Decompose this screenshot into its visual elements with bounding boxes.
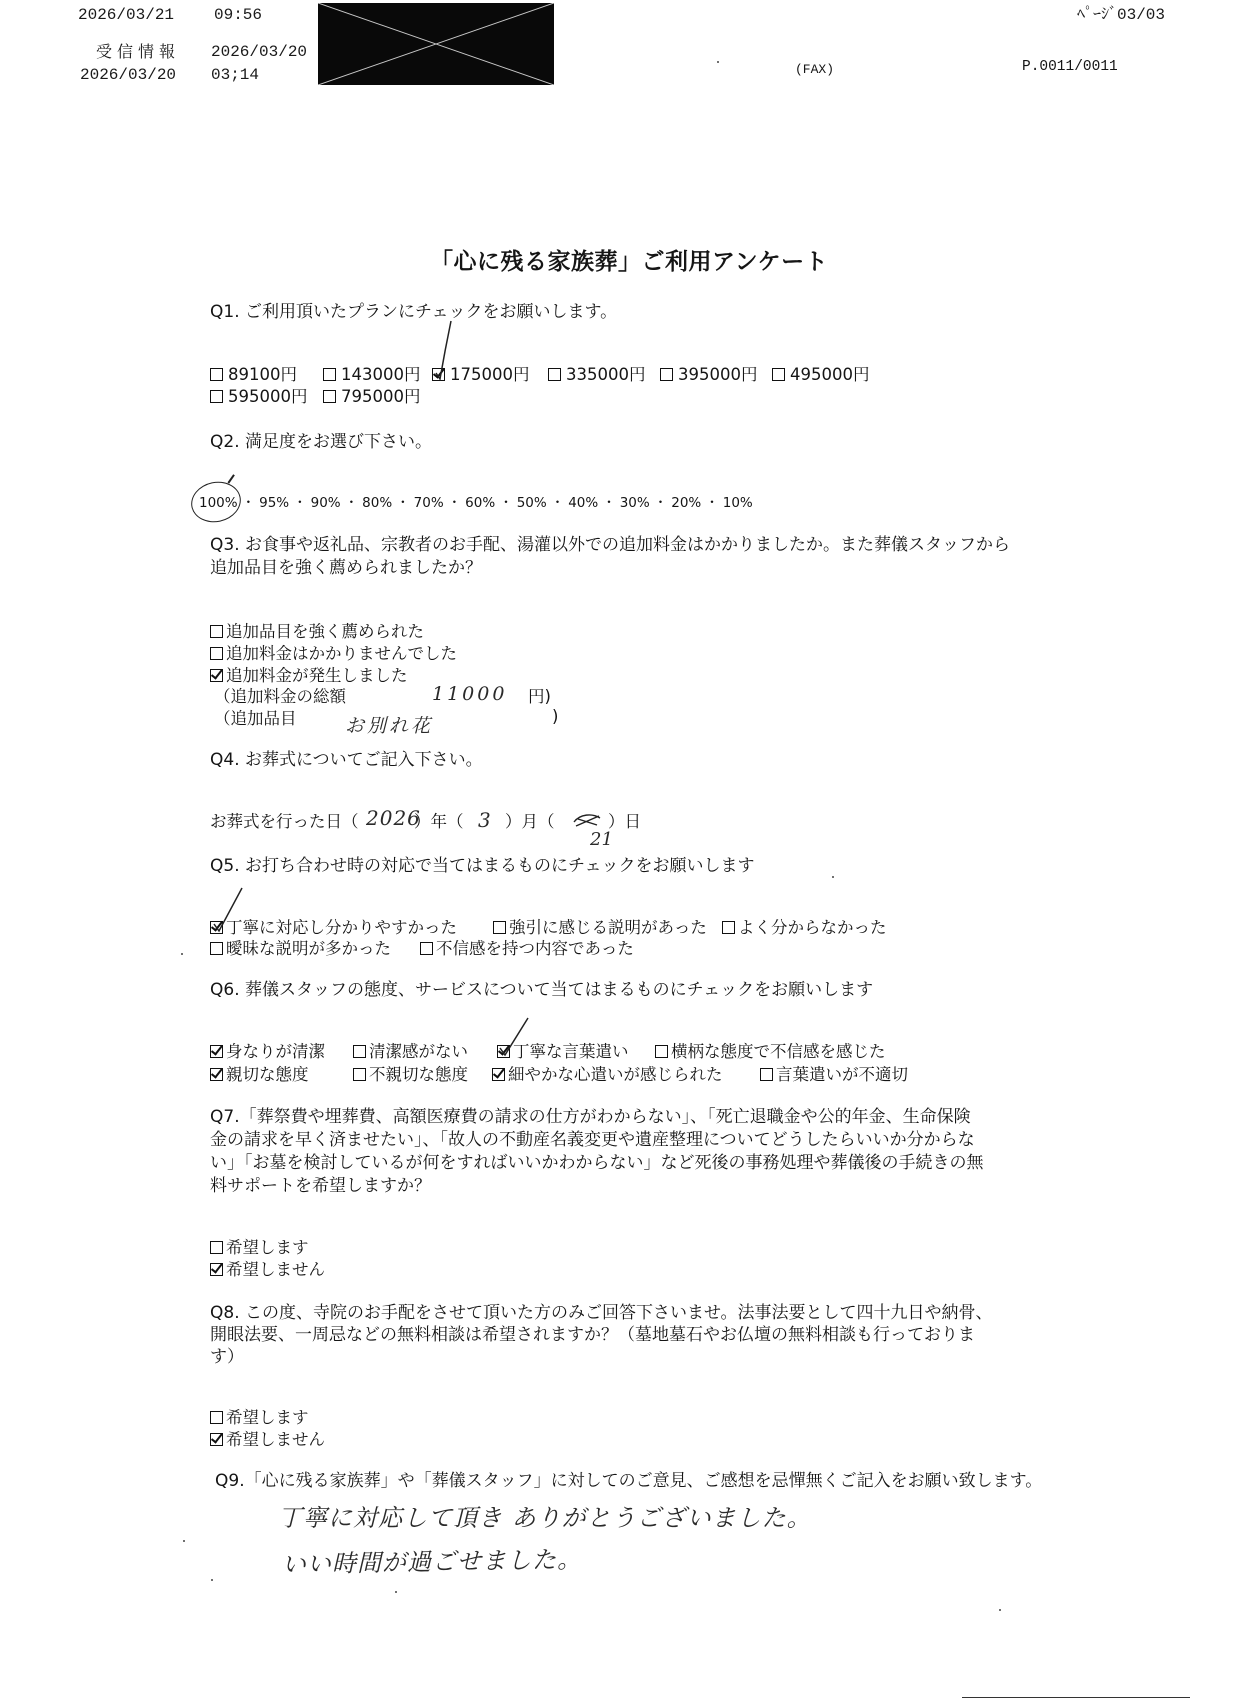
feedback-answer-line: 丁寧に対応して頂き ありがとうございました。	[278, 1504, 812, 1532]
support-request-checkbox[interactable]	[210, 1263, 223, 1276]
rating-separator: ・	[499, 495, 513, 511]
staff-attitude-checkbox[interactable]	[497, 1045, 510, 1058]
q7-label-line: 料サポートを希望しますか？	[210, 1176, 431, 1196]
staff-attitude-option-label: 清潔感がない	[369, 1042, 468, 1061]
staff-attitude-option	[760, 1064, 908, 1086]
scan-noise-dot	[395, 1591, 397, 1593]
q5-label: Q5. お打ち合わせ時の対応で当てはまるものにチェックをお願いします	[210, 856, 755, 876]
staff-attitude-option-label: 横柄な態度で不信感を感じた	[671, 1042, 886, 1061]
additional-fee-checkbox[interactable]	[210, 669, 223, 682]
plan-option	[772, 364, 870, 386]
additional-fee-total-value: 11000	[432, 683, 508, 705]
staff-attitude-option	[492, 1064, 723, 1086]
rating-separator: ・	[602, 495, 616, 511]
meeting-response-option-label: 曖昧な説明が多かった	[226, 939, 391, 958]
rating-separator: ・	[653, 495, 668, 511]
plan-option	[323, 386, 421, 408]
meeting-response-checkbox[interactable]	[210, 921, 223, 934]
plan-checkbox[interactable]	[772, 368, 785, 381]
q8-label-line: 開眼法要、一周忌などの無料相談は希望されますか？（墓地墓石やお仏壇の無料相談も行っておりま	[210, 1325, 975, 1345]
staff-attitude-option-label: 不親切な態度	[369, 1065, 468, 1084]
plan-option	[660, 364, 758, 386]
crossed-out-scribble	[574, 815, 600, 826]
plan-option	[210, 364, 297, 386]
q7-label-line: 金の請求を早く済ませたい」、「故人の不動産名義変更や遺産整理についてどうしたらいいか分からな	[210, 1130, 975, 1150]
staff-attitude-option-label: 細やかな心遣いが感じられた	[508, 1065, 723, 1084]
staff-attitude-option	[210, 1064, 309, 1086]
satisfaction-option[interactable]: 100%	[199, 492, 238, 514]
meeting-response-option	[420, 938, 634, 960]
scan-noise-dot	[832, 876, 834, 878]
scan-noise-dot	[999, 1609, 1001, 1611]
rating-separator: ・	[550, 495, 565, 511]
additional-fee-total-suffix: 円)	[528, 687, 551, 706]
temple-consult-checkbox[interactable]	[210, 1411, 223, 1424]
additional-fee-checkbox[interactable]	[210, 647, 223, 660]
rating-separator: ・	[241, 495, 256, 511]
sent-date: 2026/03/21	[78, 6, 175, 24]
plan-checkbox[interactable]	[210, 390, 223, 403]
plan-option-label: 495000円	[790, 365, 870, 384]
temple-consult-option	[210, 1407, 309, 1429]
additional-items-label: （追加品目	[214, 709, 297, 728]
funeral-day-value: 21	[590, 829, 613, 850]
staff-attitude-checkbox[interactable]	[353, 1045, 366, 1058]
plan-option-label: 795000円	[341, 387, 421, 406]
meeting-response-checkbox[interactable]	[722, 921, 735, 934]
funeral-year-suffix: ）年（	[414, 812, 464, 831]
satisfaction-option[interactable]: 60%	[465, 495, 496, 511]
funeral-date-prefix: お葬式を行った日（	[210, 812, 359, 831]
meeting-response-option-label: 不信感を持つ内容であった	[436, 939, 634, 958]
additional-items-suffix: )	[552, 707, 559, 726]
meeting-response-option	[210, 938, 391, 960]
satisfaction-option[interactable]: 20%	[671, 495, 702, 511]
staff-attitude-option	[353, 1041, 468, 1063]
satisfaction-option[interactable]: 30%	[619, 495, 650, 511]
satisfaction-option[interactable]: 10%	[722, 495, 753, 511]
temple-consult-option-label: 希望します	[226, 1408, 309, 1427]
rating-separator: ・	[344, 495, 359, 511]
additional-fee-option-label: 追加品目を強く薦められた	[226, 622, 424, 641]
plan-checkbox[interactable]	[548, 368, 561, 381]
meeting-response-checkbox[interactable]	[493, 921, 506, 934]
rating-separator: ・	[396, 495, 410, 511]
scan-noise-dot	[183, 1540, 185, 1542]
plan-option	[548, 364, 646, 386]
additional-items-value: お別れ花	[345, 715, 434, 737]
received-info-label: 受信情報	[96, 42, 181, 61]
satisfaction-option[interactable]: 50%	[516, 495, 547, 511]
plan-option	[210, 386, 308, 408]
meeting-response-checkbox[interactable]	[420, 942, 433, 955]
staff-attitude-option-label: 身なりが清潔	[226, 1042, 325, 1061]
additional-fee-option	[210, 643, 457, 665]
support-request-option	[210, 1259, 325, 1281]
additional-fee-total-label: （追加料金の総額	[214, 687, 346, 706]
received-time: 03;14	[211, 66, 260, 84]
additional-fee-checkbox[interactable]	[210, 625, 223, 638]
q1-label: Q1. ご利用頂いたプランにチェックをお願いします。	[210, 302, 618, 322]
rating-separator: ・	[293, 495, 307, 511]
support-request-checkbox[interactable]	[210, 1241, 223, 1254]
additional-fee-option-label: 追加料金が発生しました	[226, 666, 408, 685]
feedback-answer-line: いい時間が過ごせました。	[281, 1545, 583, 1579]
support-request-option-label: 希望しません	[226, 1260, 325, 1279]
plan-checkbox[interactable]	[323, 368, 336, 381]
satisfaction-option[interactable]: 70%	[413, 495, 444, 511]
meeting-response-option-label: 強引に感じる説明があった	[509, 918, 707, 937]
staff-attitude-checkbox[interactable]	[210, 1045, 223, 1058]
funeral-day-suffix: ）日	[608, 812, 641, 831]
staff-attitude-option-label: 言葉遣いが不適切	[776, 1065, 908, 1084]
plan-option-label: 395000円	[678, 365, 758, 384]
plan-option-label: 335000円	[566, 365, 646, 384]
sent-time: 09:56	[214, 6, 263, 24]
page-indicator: ﾍﾟｰｼﾞ03/03	[1076, 6, 1165, 24]
support-request-option-label: 希望します	[226, 1238, 309, 1257]
q8-label-line: す）	[210, 1347, 244, 1367]
q7-label-line: い」「お墓を検討しているが何をすればいいかわからない」など死後の事務処理や葬儀後の手続きの無	[210, 1153, 984, 1173]
q8-label-line: Q8. この度、寺院のお手配をさせて頂いた方のみご回答下さいませ。法事法要として四十九日や納骨、	[210, 1303, 993, 1323]
staff-attitude-option	[353, 1064, 468, 1086]
additional-fee-option-label: 追加料金はかかりませんでした	[226, 644, 457, 663]
plan-checkbox[interactable]	[660, 368, 673, 381]
staff-attitude-option-label: 丁寧な言葉遣い	[513, 1042, 629, 1061]
staff-attitude-option	[497, 1041, 629, 1063]
satisfaction-option[interactable]: 95%	[259, 495, 290, 511]
plan-checkbox[interactable]	[210, 368, 223, 381]
staff-attitude-option	[655, 1041, 886, 1063]
q9-label: Q9.「心に残る家族葬」や「葬儀スタッフ」に対してのご意見、ご感想を忌憚無くご記入をお願い致します。	[215, 1471, 1043, 1491]
q3-label-line: Q3. お食事や返礼品、宗教者のお手配、湯灌以外での追加料金はかかりましたか。また葬儀スタッフから	[210, 535, 1011, 555]
meeting-response-checkbox[interactable]	[210, 942, 223, 955]
funeral-month-value: 3	[478, 808, 491, 832]
funeral-year-value: 2026	[366, 806, 421, 830]
plan-option-label: 175000円	[450, 365, 530, 384]
temple-consult-checkbox[interactable]	[210, 1433, 223, 1446]
plan-checkbox[interactable]	[432, 368, 445, 381]
bottom-rule	[962, 1697, 1190, 1698]
satisfaction-option[interactable]: 90%	[310, 495, 341, 511]
plan-option-label: 143000円	[341, 365, 421, 384]
additional-fee-option	[210, 621, 424, 643]
scan-noise-dot	[181, 953, 183, 955]
plan-option	[432, 364, 530, 386]
additional-fee-option	[210, 665, 408, 687]
staff-attitude-option-label: 親切な態度	[226, 1065, 309, 1084]
staff-attitude-checkbox[interactable]	[655, 1045, 668, 1058]
temple-consult-option	[210, 1429, 325, 1451]
received-date-left: 2026/03/20	[80, 66, 177, 84]
funeral-month-suffix: ）月（	[505, 812, 555, 831]
plan-option-label: 89100円	[228, 365, 297, 384]
staff-attitude-checkbox[interactable]	[353, 1068, 366, 1081]
satisfaction-option[interactable]: 80%	[362, 495, 393, 511]
q4-label: Q4. お葬式についてご記入下さい。	[210, 750, 483, 770]
meeting-response-option-label: 丁寧に対応し分かりやすかった	[226, 918, 457, 937]
scan-noise-dot	[211, 1579, 213, 1581]
q7-label-line: Q7.「葬祭費や埋葬費、高額医療費の請求の仕方がわからない」、「死亡退職金や公的年金、生命保険	[210, 1107, 971, 1127]
q3-label-line: 追加品目を強く薦められましたか？	[210, 558, 482, 578]
plan-option-label: 595000円	[228, 387, 308, 406]
support-request-option	[210, 1237, 309, 1259]
redaction-cross-icon	[318, 3, 554, 85]
scan-noise-dot	[717, 61, 719, 63]
redaction-box	[318, 3, 554, 85]
fax-label: (FAX)	[795, 62, 835, 77]
q6-label: Q6. 葬儀スタッフの態度、サービスについて当てはまるものにチェックをお願いします	[210, 980, 874, 1000]
staff-attitude-checkbox[interactable]	[210, 1068, 223, 1081]
plan-checkbox[interactable]	[323, 390, 336, 403]
received-date: 2026/03/20	[211, 43, 308, 61]
temple-consult-option-label: 希望しません	[226, 1430, 325, 1449]
satisfaction-scale	[199, 492, 753, 514]
q2-label: Q2. 満足度をお選び下さい。	[210, 432, 433, 452]
staff-attitude-checkbox[interactable]	[760, 1068, 773, 1081]
rating-separator: ・	[447, 495, 462, 511]
meeting-response-option	[722, 917, 887, 939]
rating-separator: ・	[705, 495, 719, 511]
survey-title: 「心に残る家族葬」ご利用アンケート	[430, 249, 829, 275]
satisfaction-option[interactable]: 40%	[568, 495, 599, 511]
meeting-response-option	[210, 917, 457, 939]
plan-option	[323, 364, 421, 386]
staff-attitude-checkbox[interactable]	[492, 1068, 505, 1081]
page-number: P.0011/0011	[1022, 59, 1118, 75]
meeting-response-option-label: よく分からなかった	[738, 918, 887, 937]
staff-attitude-option	[210, 1041, 325, 1063]
meeting-response-option	[493, 917, 707, 939]
